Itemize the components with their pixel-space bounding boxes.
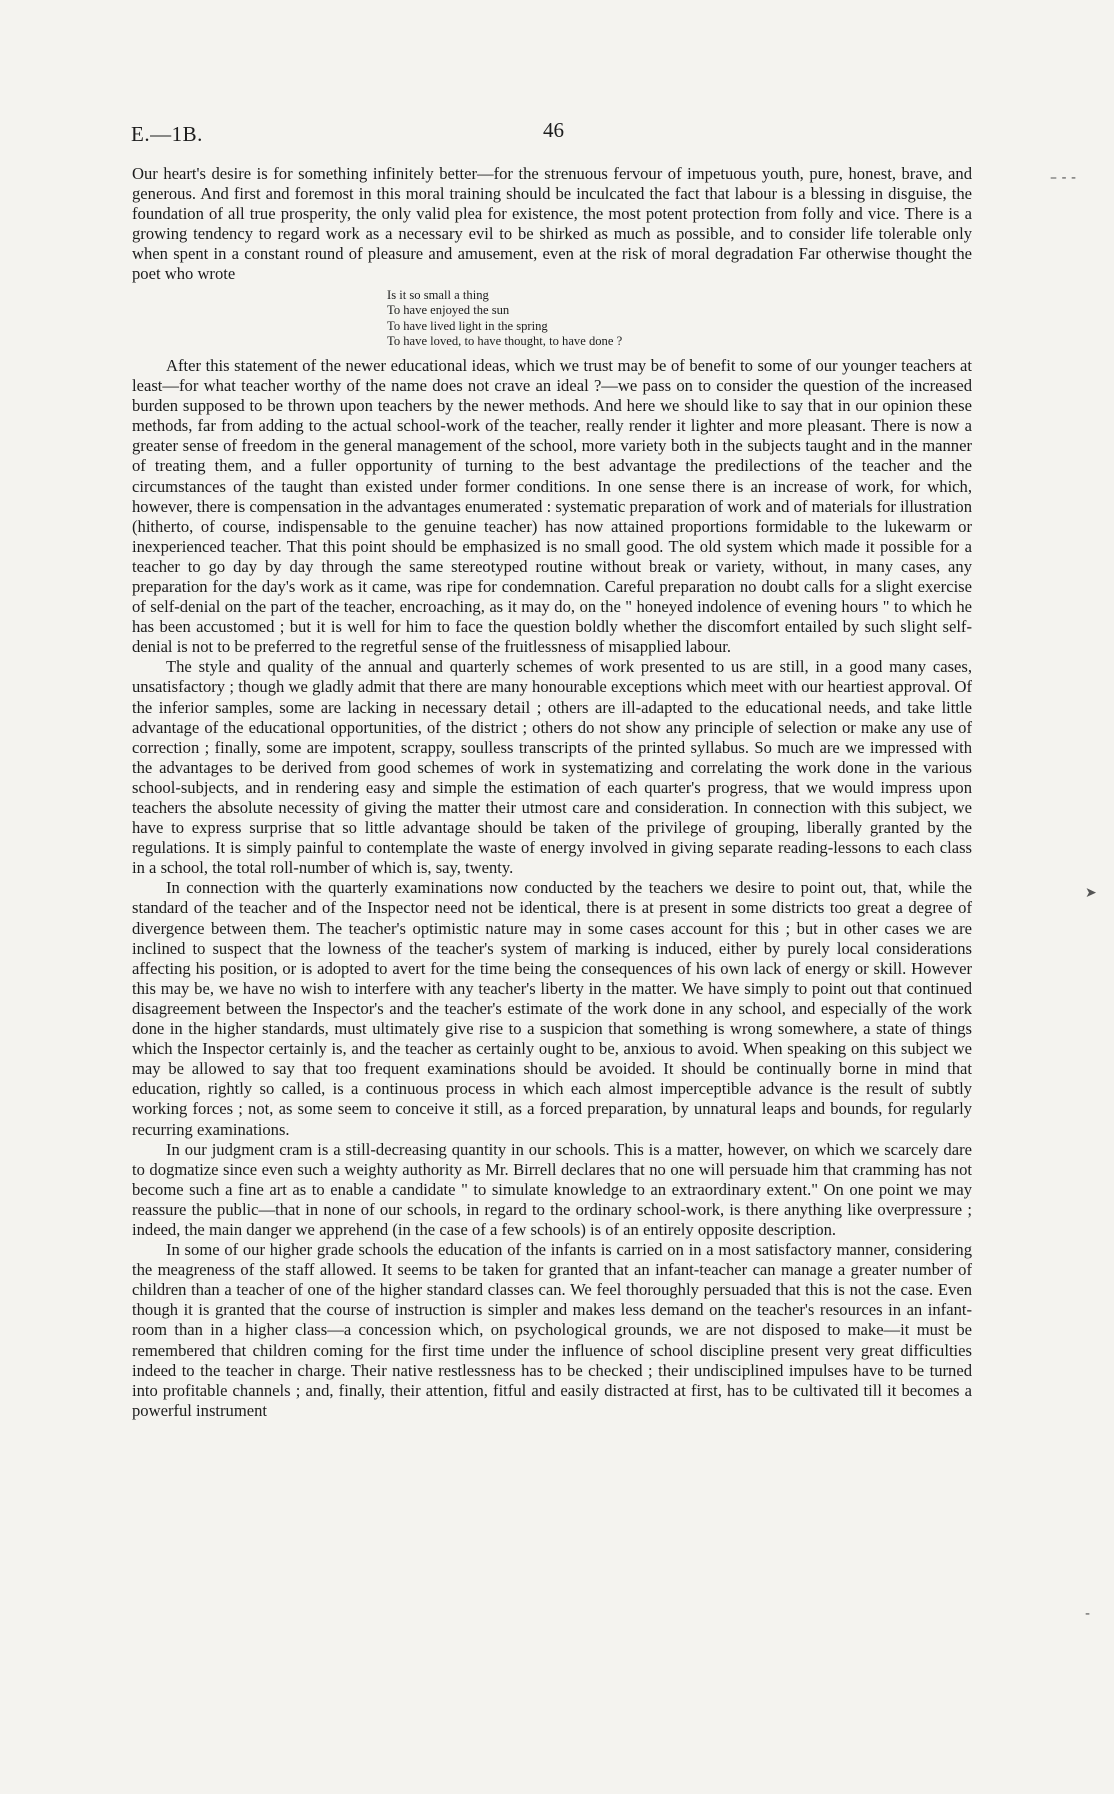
verse-line: To have loved, to have thought, to have done ? [387, 334, 623, 349]
margin-tick-mark: ‑ [1085, 1606, 1091, 1622]
paragraph: Our heart's desire is for something infinitely better—for the strenuous fervour of impetuous youth, pure, honest, brave, and generous. And first and foremost in this moral training should be inculcated the fact that labour is a blessing in disguise, the foundation of all true prosperity, the only valid plea for existence, the most potent protection from folly and vice. There is a growing tendency to regard work as a necessary evil to be shirked as much as possible, and to consider life tolerable only when spent in a constant round of pleasure and amusement, even at the risk of moral degradation Far otherwise thought the poet who wrote [132, 164, 972, 284]
paragraph: In some of our higher grade schools the education of the infants is carried on in a most satisfactory manner, considering the meagreness of the staff allowed. It seems to be taken for granted that an infant-teacher can manage a greater number of children than a teacher of one of the higher standard classes can. We feel thoroughly persuaded that this is not the case. Even though it is granted that the course of instruction is simpler and makes less demand on the teacher's resources in an infant-room than in a higher class—a concession which, on psychological grounds, we are not disposed to make—it must be remembered that children coming for the first time under the influence of school discipline present very great difficulties indeed to the teacher in charge. Their native restlessness has to be checked ; their undisciplined impulses have to be turned into profitable channels ; and, finally, their attention, fitful and easily distracted at first, has to be cultivated till it becomes a powerful instrument [132, 1240, 972, 1420]
page-header [131, 118, 991, 152]
paragraph: In connection with the quarterly examinations now conducted by the teachers we desire to point out, that, while the standard of the teacher and of the Inspector need not be identical, there is at present in some districts too great a degree of divergence between them. The teacher's optimistic nature may in some cases account for this ; but in other cases we are inclined to suspect that the lowness of the teacher's system of marking is induced, either by purely local considerations affecting his position, or is adopted to avert for the time being the consequences of his own lack of energy or skill. However this may be, we have no wish to interfere with any teacher's liberty in the matter. We have simply to point out that continued disagreement between the Inspector's and the teacher's estimate of the work done in any school, and especially of the work done in the higher standards, must ultimately give rise to a suspicion that something is wrong somewhere, a state of things which the Inspector certainly is, and the teacher as certainly ought to be, anxious to avoid. When speaking on this subject we may be allowed to say that too frequent examinations should be avoided. It should be continually borne in mind that education, rightly so called, is a continuous process in which each almost imperceptible advance is the result of subtly working forces ; not, as some seem to conceive it still, as a forced preparation, by unnatural leaps and bounds, for regularly recurring examinations. [132, 878, 972, 1139]
verse-line: Is it so small a thing [387, 287, 489, 302]
paragraph: After this statement of the newer educational ideas, which we trust may be of benefit to some of our younger teachers at least—for what teacher worthy of the name does not crave an ideal ?—we pass on to consider the question of the increased burden supposed to be thrown upon teachers by the newer methods. And here we should like to say that in our opinion these methods, far from adding to the actual school-work of the teacher, really render it lighter and more pleasant. There is now a greater sense of freedom in the general management of the school, more variety both in the subjects taught and in the manner of treating them, and a fuller opportunity of turning to the best advantage the predilections of the teacher and the circumstances of the taught than existed under former conditions. In one sense there is an increase of work, for which, however, there is compensation in the advantages enumerated : systematic preparation of work and of materials for illustration (hitherto, of course, indispensable to the genuine teacher) has now attained proportions formidable to the lukewarm or inexperienced teacher. That this point should be emphasized is no small good. The old system which made it possible for a teacher to go day by day through the same stereotyped routine without break or variety, without, in many cases, any preparation for the day's work as it came, was ripe for condemnation. Careful preparation no doubt calls for a slight exercise of self-denial on the part of the teacher, encroaching, as it may do, on the " honeyed indolence of evening hours " to which he has been accustomed ; but it is well for him to face the question boldly whether the discomfort entailed by such slight self-denial is not to be preferred to the regretful sense of the fruitlessness of misapplied labour. [132, 355, 972, 657]
body-text [132, 164, 972, 1421]
paragraph: The style and quality of the annual and quarterly schemes of work presented to us are still, in a good many cases, unsatisfactory ; though we gladly admit that there are many honourable exceptions which meet with our heartiest approval. Of the inferior samples, some are lacking in necessary detail ; others are ill-adapted to the educational needs, and take little advantage of the educational opportunities, of the district ; others do not show any principle of selection or make any use of correction ; finally, some are impotent, scrappy, soulless transcripts of the printed syllabus. So much are we impressed with the advantages to be derived from good schemes of work in systematizing and correlating the work done in the various school-subjects, and in rendering easy and simple the estimation of each quarter's progress, that we would impress upon teachers the absolute necessity of giving the matter their utmost care and consideration. In connection with this subject, we have to express surprise that so little advantage should be taken of the privilege of grouping, liberally granted by the regulations. It is simply painful to contemplate the waste of energy involved in giving separate reading-lessons to each class in a school, the total roll-number of which is, say, twenty. [132, 657, 972, 878]
verse-line: To have enjoyed the sun [387, 303, 510, 318]
paragraph: In our judgment cram is a still-decreasing quantity in our schools. This is a matter, however, on which we scarcely dare to dogmatize since even such a weighty authority as Mr. Birrell declares that no one will persuade him that cramming has not become such a fine art as to enable a candidate " to simulate knowledge to an extraordinary extent." On one point we may reassure the public—that in none of our schools, in regard to the ordinary school-work, is there anything like overpressure ; indeed, the main danger we apprehend (in the case of a few schools) is of an entirely opposite description. [132, 1139, 972, 1239]
page-number: 46 [543, 118, 564, 142]
document-reference: E.—1B. [131, 122, 203, 146]
verse-quotation [387, 288, 972, 350]
verse-line: To have lived light in the spring [387, 318, 548, 333]
margin-tick-mark: – ‑ - [1050, 170, 1077, 186]
margin-arrow-mark: ➤ [1085, 885, 1097, 901]
